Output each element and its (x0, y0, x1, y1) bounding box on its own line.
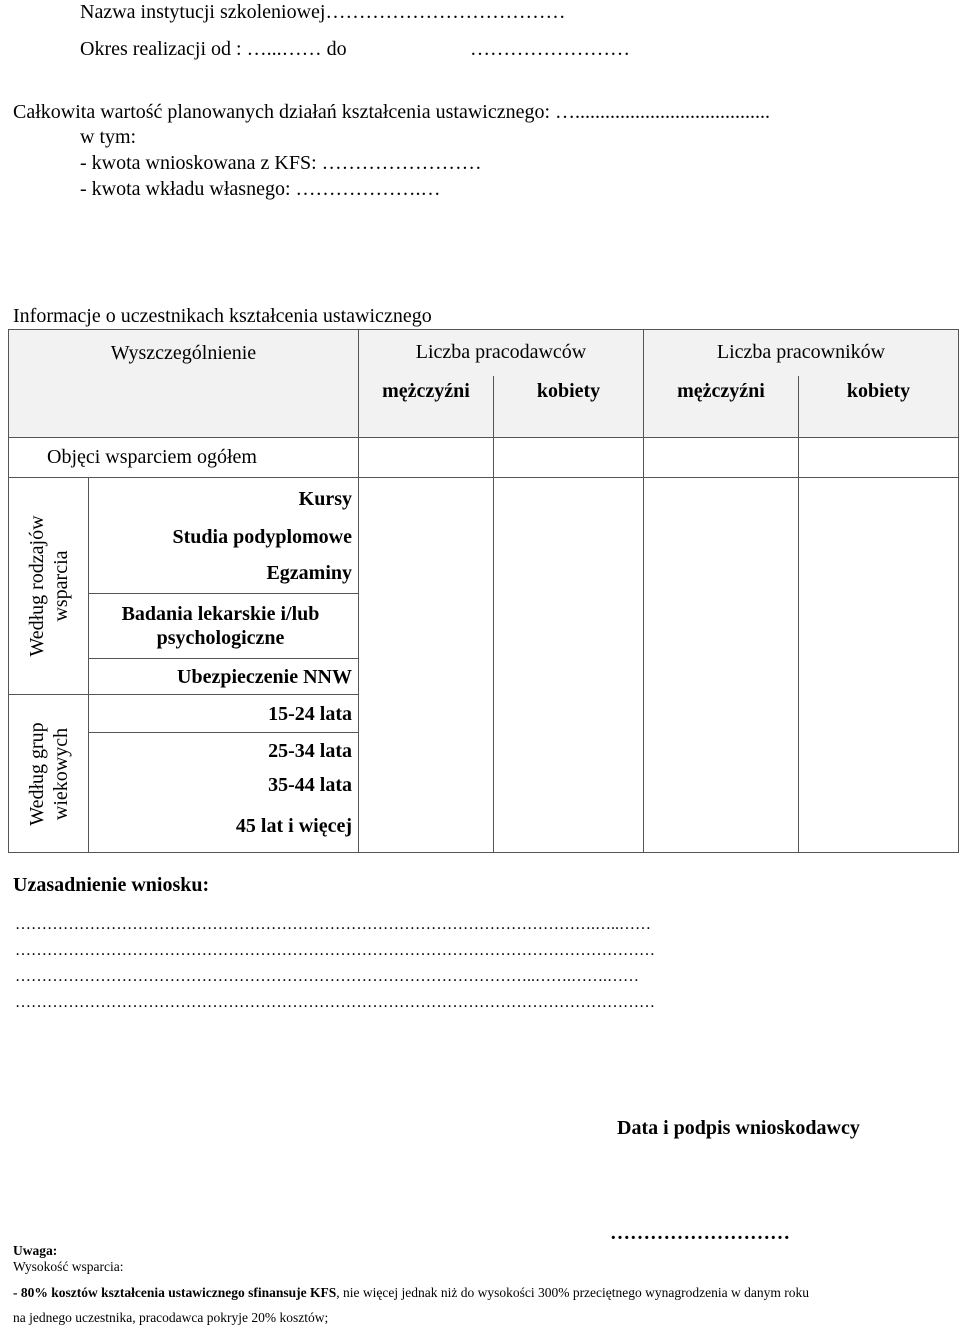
cell[interactable] (799, 478, 959, 853)
row-label: Kursy (89, 478, 359, 520)
period-to-dots: …………………… (470, 38, 630, 60)
note-title: Uwaga: (13, 1243, 58, 1258)
row-label: 25-34 lata (89, 733, 359, 769)
header-employers-label: Liczba pracodawców (415, 341, 587, 364)
sub-men-employees: mężczyźni (644, 376, 799, 438)
note-line2: na jednego uczestnika, pracodawca pokryje 20% kosztów; (13, 1310, 329, 1325)
header-spec-label: Wyszczególnienie (110, 342, 257, 364)
group-support-line2: wsparcia (49, 550, 72, 622)
institution-line: Nazwa instytucji szkoleniowej……………………………… (80, 1, 566, 23)
sub-women-employees: kobiety (799, 376, 959, 438)
group-age-line1: Według grup (25, 721, 48, 826)
row-label: 45 lat i więcej (89, 801, 359, 853)
cell[interactable] (644, 478, 799, 853)
note-line1-rest: , nie więcej jednak niż do wysokości 300% przeciętnego wynagrodzenia w danym roku (336, 1285, 809, 1300)
cell[interactable] (494, 438, 644, 478)
own-amount-line: - kwota wkładu własnego: ……………….… (80, 178, 441, 200)
header-employees-label: Liczba pracowników (716, 341, 886, 364)
participants-section-title: Informacje o uczestnikach kształcenia ustawicznego (13, 305, 432, 327)
group-age (9, 695, 89, 853)
participants-table (8, 329, 959, 853)
justification-line[interactable]: ……………………………………………………………………………………..…….…….…… (15, 968, 639, 985)
justification-line[interactable]: ………………………………………………………………………………………………………… (15, 994, 655, 1011)
row-label: 15-24 lata (89, 695, 359, 733)
in-that-label: w tym: (80, 126, 137, 148)
row-label: Ubezpieczenie NNW (89, 659, 359, 695)
group-support-type (9, 478, 89, 695)
header-employees (644, 330, 959, 376)
row-label: Studia podyplomowe (89, 520, 359, 554)
sub-men-employers: mężczyźni (359, 376, 494, 438)
row-label: Badania lekarskie i/lub psychologiczne (89, 594, 359, 659)
note-line1-bold: - 80% kosztów kształcenia ustawicznego sfinansuje KFS (13, 1285, 337, 1300)
cell[interactable] (359, 478, 494, 853)
total-row-label: Objęci wsparciem ogółem (9, 438, 359, 478)
justification-line[interactable]: ……………………………………………………………………………………………….…..…… (15, 916, 651, 933)
total-value-line: Całkowita wartość planowanych działań kształcenia ustawicznego: …....................................... (13, 101, 771, 123)
row-label: Egzaminy (89, 554, 359, 594)
period-from-line: Okres realizacji od : …...…… do (80, 38, 347, 60)
signature-label: Data i podpis wnioskodawcy (617, 1117, 860, 1139)
note-subtitle: Wysokość wsparcia: (13, 1259, 124, 1274)
sub-women-employers: kobiety (494, 376, 644, 438)
row-label: 35-44 lata (89, 769, 359, 801)
cell[interactable] (799, 438, 959, 478)
group-support-line1: Według rodzajów (25, 515, 48, 657)
signature-dots: ……………………… (610, 1222, 790, 1244)
cell[interactable] (494, 478, 644, 853)
justification-line[interactable]: ………………………………………………………………………………………………………… (15, 942, 655, 959)
justification-title: Uzasadnienie wniosku: (13, 874, 210, 896)
cell[interactable] (644, 438, 799, 478)
note-line1 (13, 1285, 809, 1301)
header-spec (9, 330, 359, 438)
group-age-line2: wiekowych (49, 727, 72, 820)
cell[interactable] (359, 438, 494, 478)
kfs-amount-line: - kwota wnioskowana z KFS: …………………… (80, 152, 482, 174)
header-employers (359, 330, 644, 376)
